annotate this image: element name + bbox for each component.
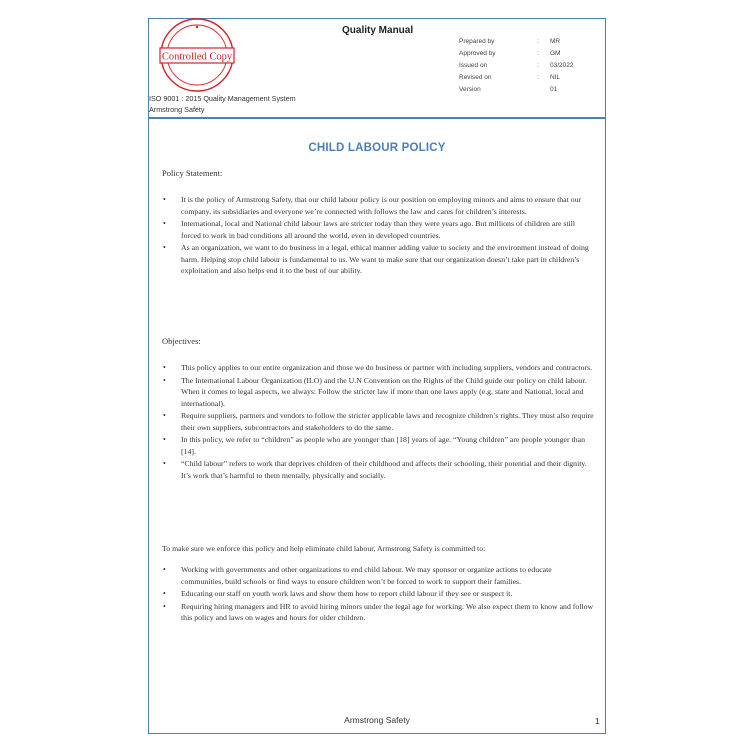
meta-label: Prepared by	[459, 38, 495, 45]
meta-label: Revised on	[459, 74, 492, 81]
meta-value: 01	[550, 86, 558, 93]
list-item: • Require suppliers, partners and vendors to follow the stricter applicable laws and recognize children’s rights. They must also require their own suppliers, subcontractors and stakeholders to do the same.	[162, 410, 594, 433]
meta-row-revised	[459, 74, 574, 86]
standard-block	[149, 93, 296, 115]
list-item: • It is the policy of Armstrong Safety, that our child labour policy is our position on employing minors and aims to ensure that our company, its subsidiaries and everyone we’re connected with follows the law and cares for children’s interests.	[162, 194, 594, 217]
list-item: • In this policy, we refer to “children” as people who are younger than [18] years of age. “Young children” are people younger than [14].	[162, 434, 594, 457]
meta-colon: :	[537, 38, 539, 45]
policy-title: CHILD LABOUR POLICY	[308, 142, 446, 154]
header-divider	[148, 117, 606, 119]
standard-name: ISO 9001 : 2015 Quality Management System	[149, 94, 296, 103]
meta-value: GM	[550, 50, 561, 57]
list-item: • As an organization, we want to do business in a legal, ethical manner adding value to society and the environment instead of doing harm. Helping stop child labour is fundamental to us. We want to make sure that our organization doesn’t take part in children’s exploitation and also helps end it to the best of our ability.	[162, 242, 594, 277]
meta-colon	[537, 86, 550, 98]
document-meta	[459, 38, 574, 98]
company-name: Armstrong Safety	[149, 105, 205, 114]
policy-statement-heading: Policy Statement:	[162, 168, 223, 178]
meta-colon: :	[537, 50, 539, 57]
list-item: • This policy applies to our entire organization and those we do business or partner with including suppliers, vendors and contractors.	[162, 362, 594, 374]
list-item: • Requiring hiring managers and HR to avoid hiring minors under the legal age for working. We also expect them to know and follow this policy and laws on wages and hours for older children.	[162, 601, 594, 624]
objectives-heading: Objectives:	[162, 336, 201, 346]
meta-row-version	[459, 86, 574, 98]
objectives-list	[162, 362, 594, 482]
meta-label: Version	[459, 86, 481, 93]
meta-row-prepared	[459, 38, 574, 50]
commitment-intro: To make sure we enforce this policy and help eliminate child labour, Armstrong Safety is committed to:	[162, 544, 486, 553]
list-item: • “Child labour” refers to work that deprives children of their childhood and affects their schooling, their potential and their dignity. It’s work that’s harmful to them mentally, physically and socially.	[162, 458, 594, 481]
list-item: • Educating our staff on youth work laws and show them how to report child labour if they see or suspect it.	[162, 588, 594, 600]
controlled-copy-stamp	[158, 16, 236, 94]
meta-value: MR	[550, 38, 561, 45]
meta-row-approved	[459, 50, 574, 62]
meta-label: Issued on	[459, 62, 488, 69]
page-number: 1	[595, 716, 600, 726]
list-item: • Working with governments and other organizations to end child labour. We may sponsor or organize actions to educate communities, build schools or find ways to ensure children won’t be forced to work to support their families.	[162, 564, 594, 587]
list-item: • International, local and National child labour laws are stricter today than they were years ago. But millions of children are still forced to work in bad conditions all around the world, even in developed countries.	[162, 218, 594, 241]
commitment-list	[162, 564, 594, 625]
meta-label: Approved by	[459, 50, 496, 57]
meta-colon: :	[537, 74, 539, 81]
footer-company: Armstrong Safety	[344, 715, 410, 725]
meta-value: NIL	[550, 74, 561, 81]
meta-row-issued	[459, 62, 574, 74]
policy-statement-list	[162, 194, 594, 278]
meta-value: 03/2022	[550, 62, 574, 69]
stamp-label: Controlled Copy	[161, 51, 233, 63]
meta-colon: :	[537, 62, 539, 69]
list-item: • The International Labour Organization (ILO) and the U.N Convention on the Rights of the Child guide our policy on child labour. When it comes to legal aspects, we always: Follow the stricter law if more than one laws apply (e.g. state and National, local and international).	[162, 375, 594, 410]
manual-title: Quality Manual	[342, 25, 414, 36]
